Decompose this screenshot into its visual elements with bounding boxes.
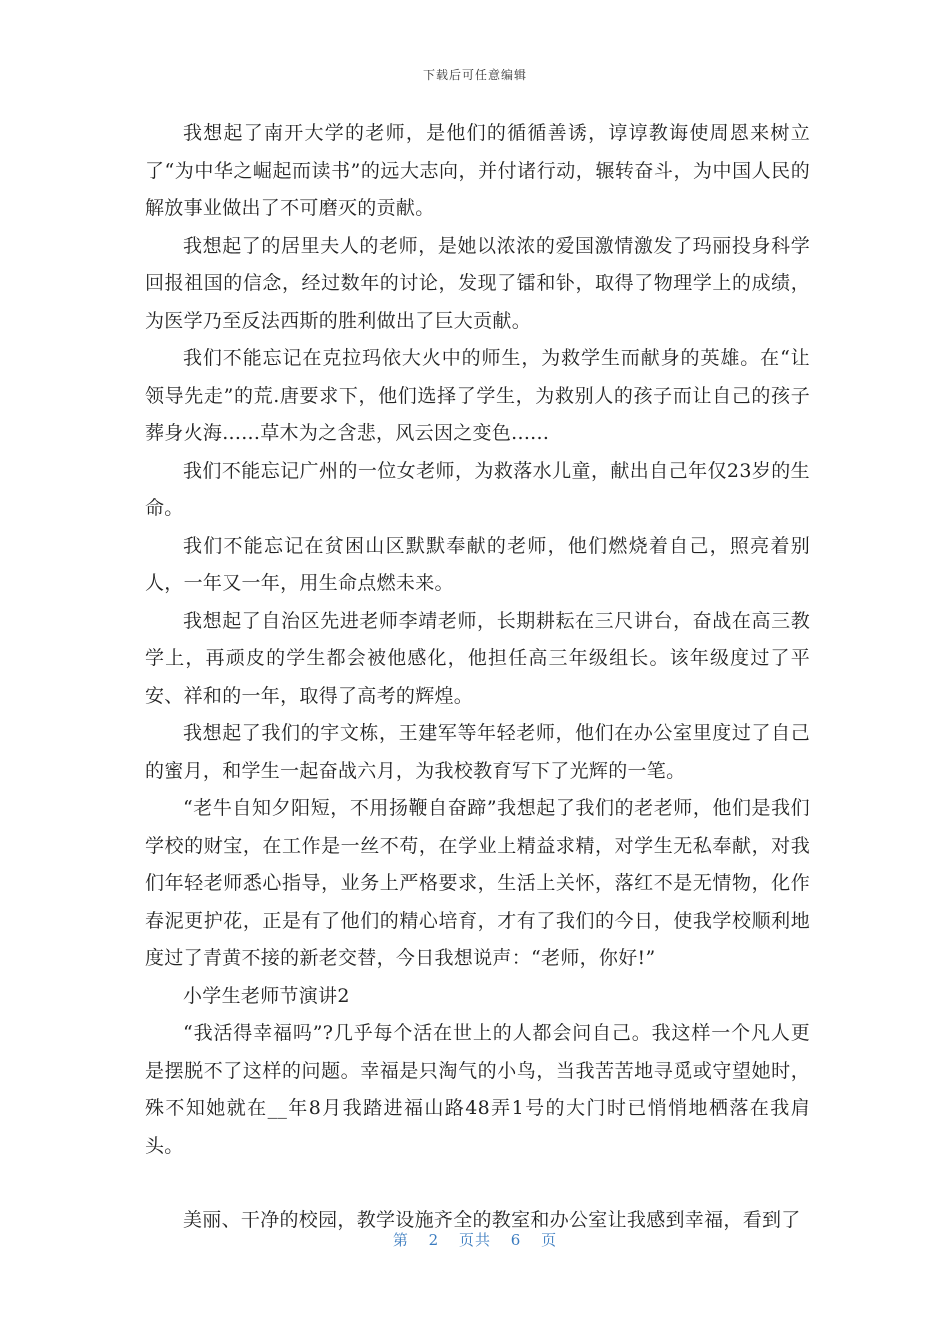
paragraph-curie-teacher: 我想起了的居里夫人的老师，是她以浓浓的爱国激情激发了玛丽投身科学回报祖国的信念，经过数年的讨论，发现了镭和钋，取得了物理学上的成绩，为医学乃至反法西斯的胜利做出了巨大贡献。 [145,234,810,332]
page-footer: 第 2 页共 6 页 [392,1231,558,1249]
paragraph-old-teachers: “老牛自知夕阳短，不用扬鞭自奋蹄”我想起了我们的老老师，他们是我们学校的财宝，在工作是一丝不苟，在学业上精益求精，对学生无私奉献，对我们年轻老师悉心指导，业务上严格要求，生活上关怀，落红不是无情物，化作春泥更护花，正是有了他们的精心培育，才有了我们的今日，使我学校顺利地度过了青黄不接的新老交替，今日我想说声：“老师，你好!” [145,797,810,969]
paragraph-guangzhou-teacher: 我们不能忘记广州的一位女老师，为救落水儿童，献出自己年仅23岁的生命。 [145,459,810,519]
page-header: 下载后可任意编辑 [422,68,527,82]
paragraph-mountain-teachers: 我们不能忘记在贫困山区默默奉献的老师，他们燃烧着自己，照亮着别人，一年又一年，用生命点燃未来。 [145,534,810,594]
document-body [145,115,810,1240]
section-heading: 小学生老师节演讲2 [183,984,350,1007]
paragraph-campus: 美丽、干净的校园，教学设施齐全的教室和办公室让我感到幸福，看到了 [183,1209,801,1231]
paragraph-karamay-fire: 我们不能忘记在克拉玛依大火中的师生，为救学生而献身的英雄。在“让领导先走”的荒.唐要求下，他们选择了学生，为救别人的孩子而让自己的孩子葬身火海......草木为之含悲，风云因之变色...... [145,347,810,444]
paragraph-gap [145,1165,810,1202]
paragraph-nankai-teacher: 我想起了南开大学的老师，是他们的循循善诱，谆谆教诲使周恩来树立了“为中华之崛起而读书”的远大志向，并付诸行动，辗转奋斗，为中国人民的解放事业做出了不可磨灭的贡献。 [145,122,810,219]
paragraph-young-teachers: 我想起了我们的宇文栋，王建军等年轻老师，他们在办公室里度过了自己的蜜月，和学生一起奋战六月，为我校教育写下了光辉的一笔。 [145,722,810,782]
paragraph-li-jing: 我想起了自治区先进老师李靖老师，长期耕耘在三尺讲台，奋战在高三教学上，再顽皮的学生都会被他感化，他担任高三年级组长。该年级度过了平安、祥和的一年，取得了高考的辉煌。 [145,609,810,707]
paragraph-happiness: “我活得幸福吗”?几乎每个活在世上的人都会问自己。我这样一个凡人更是摆脱不了这样的问题。幸福是只淘气的小鸟，当我苦苦地寻觅或守望她时，殊不知她就在__年8月我踏进福山路48弄1号的大门时已悄悄地栖落在我肩头。 [145,1022,810,1157]
